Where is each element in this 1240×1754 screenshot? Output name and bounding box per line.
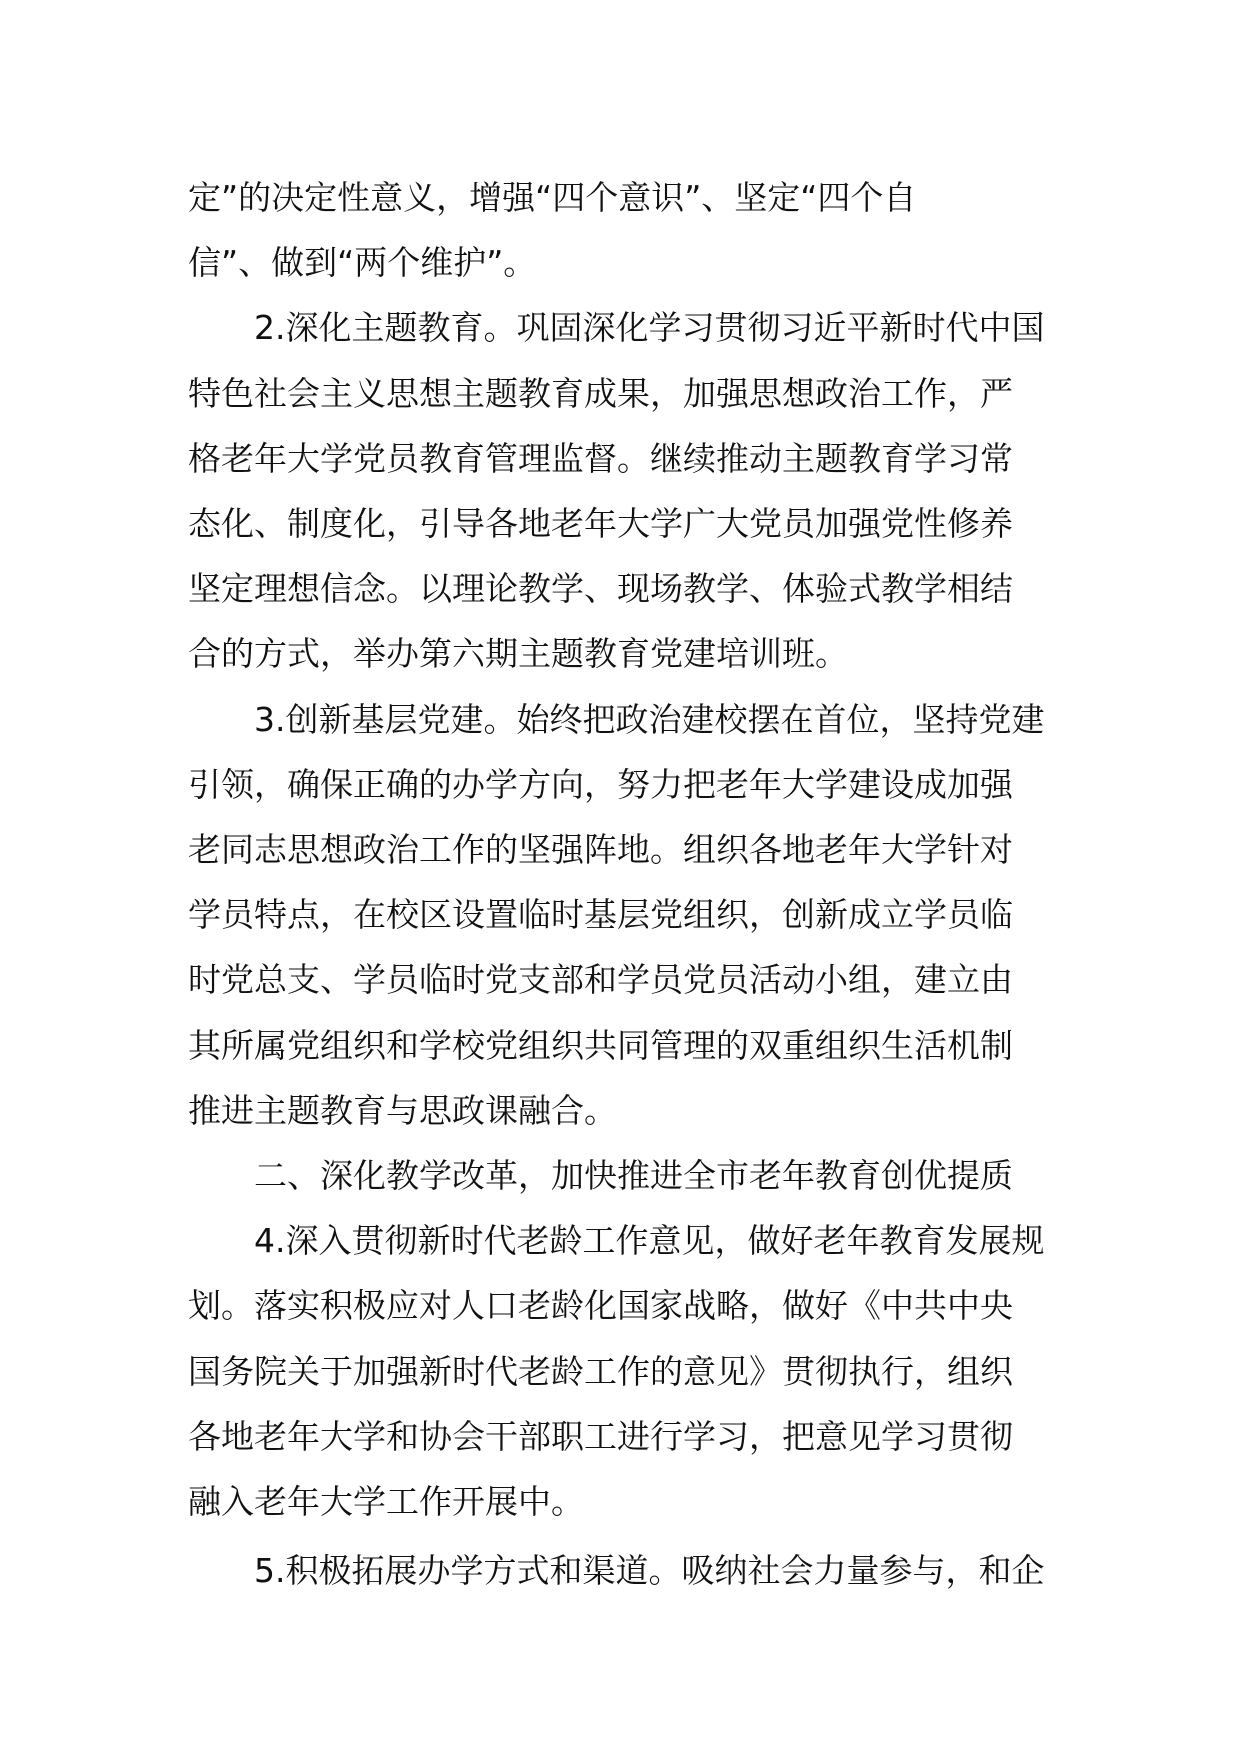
- text-line: 2.深化主题教育。巩固深化学习贯彻习近平新时代中国: [254, 308, 1045, 348]
- text-line: 老同志思想政治工作的坚强阵地。组织各地老年大学针对: [188, 830, 1013, 870]
- document-page: [188, 165, 1060, 1603]
- heading-text: 二、深化教学改革，加快推进全市老年教育创优提质: [254, 1156, 1013, 1196]
- text-line: 时党总支、学员临时党支部和学员党员活动小组，建立由: [188, 960, 1013, 1000]
- paragraph-item-2: [188, 295, 1060, 686]
- text-line: 融入老年大学工作开展中。: [188, 1482, 584, 1522]
- text-line: 4.深入贯彻新时代老龄工作意见，做好老年教育发展规: [254, 1221, 1045, 1261]
- paragraph-item-4: [188, 1208, 1060, 1534]
- text-line: 划。落实积极应对人口老龄化国家战略，做好《中共中央: [188, 1286, 1013, 1326]
- text-line: 推进主题教育与思政课融合。: [188, 1090, 617, 1130]
- paragraph-item-5: [188, 1538, 1060, 1603]
- text-line: 坚定理想信念。以理论教学、现场教学、体验式教学相结: [188, 569, 1013, 609]
- text-line: 3.创新基层党建。始终把政治建校摆在首位，坚持党建: [254, 699, 1045, 739]
- section-heading-2: [188, 1143, 1060, 1208]
- text-line: 定”的决定性意义，增强“四个意识”、坚定“四个自: [188, 178, 917, 217]
- text-line: 引领，确保正确的办学方向，努力把老年大学建设成加强: [188, 764, 1013, 804]
- paragraph-intro-continuation: [188, 165, 1060, 295]
- paragraph-item-3: [188, 687, 1060, 1143]
- text-line: 格老年大学党员教育管理监督。继续推动主题教育学习常: [188, 438, 1013, 478]
- text-line: 信”、做到“两个维护”。: [188, 243, 537, 283]
- text-line: 其所属党组织和学校党组织共同管理的双重组织生活机制: [188, 1025, 1013, 1065]
- text-line: 态化、制度化，引导各地老年大学广大党员加强党性修养: [188, 504, 1013, 544]
- text-line: 学员特点，在校区设置临时基层党组织，创新成立学员临: [188, 895, 1013, 935]
- text-line: 国务院关于加强新时代老龄工作的意见》贯彻执行，组织: [188, 1351, 1013, 1391]
- text-line: 特色社会主义思想主题教育成果，加强思想政治工作，严: [188, 373, 1013, 413]
- text-line: 5.积极拓展办学方式和渠道。吸纳社会力量参与，和企: [254, 1551, 1045, 1591]
- text-line: 合的方式，举办第六期主题教育党建培训班。: [188, 634, 848, 674]
- text-line: 各地老年大学和协会干部职工进行学习，把意见学习贯彻: [188, 1416, 1013, 1456]
